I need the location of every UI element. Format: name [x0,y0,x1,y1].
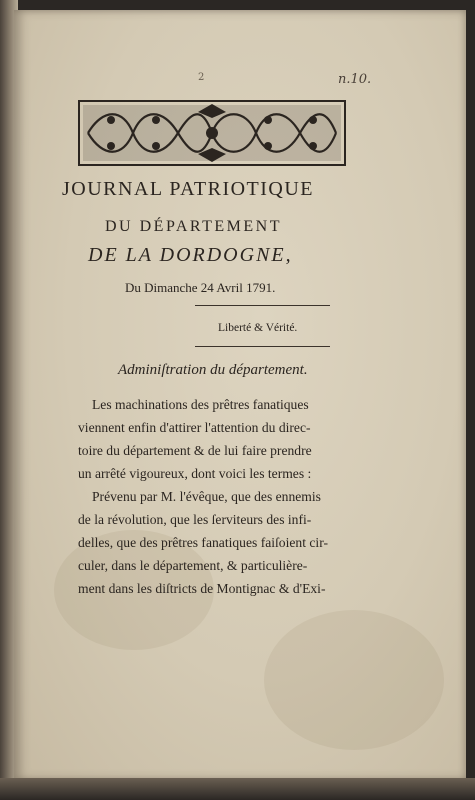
divider-top [195,305,330,306]
article-line: Les machinations des prêtres fanatiques [92,397,309,412]
motto: Liberté & Vérité. [218,322,298,334]
handwritten-number: n.10. [338,72,372,87]
page-shadow [0,778,475,800]
section-heading: Adminiſtration du département. [118,362,308,378]
folio-number: 2 [198,72,205,83]
article-line: delles, que des prêtres fanatiques faiſoient cir- [78,535,328,550]
article-line: Prévenu par M. l'évêque, que des ennemis [92,489,321,504]
article-line: culer, dans le département, & particulière- [78,558,308,573]
divider-bottom [195,346,330,347]
journal-subtitle: DU DÉPARTEMENT [105,218,283,235]
journal-region: DE LA DORDOGNE, [88,244,293,266]
article-line: toire du département & de lui faire prendre [78,443,312,458]
article-line: viennent enfin d'attirer l'attention du direc- [78,420,311,435]
article-line: ment dans les diſtricts de Montignac & d'Exi- [78,581,326,596]
article-line: de la révolution, que les ſerviteurs des infi- [78,512,312,527]
article-line: un arrêté vigoureux, dont voici les termes : [78,466,312,481]
ornament-headpiece-icon [78,100,346,166]
issue-date: Du Dimanche 24 Avril 1791. [125,280,276,295]
paper-stain [264,610,444,750]
journal-title: JOURNAL PATRIOTIQUE [62,178,315,200]
